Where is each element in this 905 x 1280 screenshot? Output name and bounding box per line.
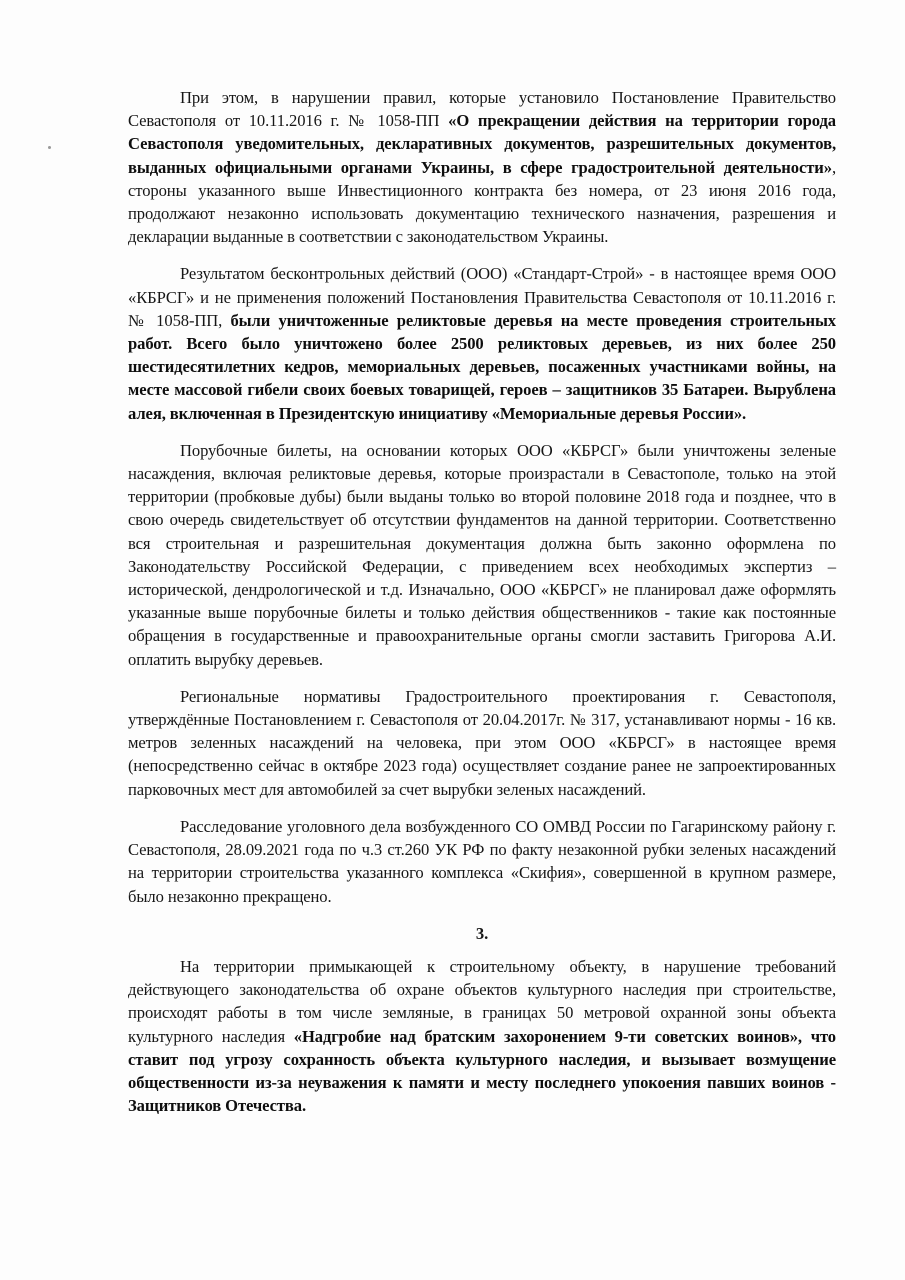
paragraph-2-seg-2: были уничтоженные реликтовые деревья на месте проведения строительных работ. Всего было уничтожено более 2500 реликтовых деревьев, из них более 250 шестидесятилетних кедров, мемориальных деревьев, посаженных участниками войны, на месте массовой гибели своих боевых товарищей, героев – защитников 35 Батареи. Вырублена алея, включенная в Президентскую инициативу «Мемориальные деревья России». xyxy=(128,310,837,423)
paragraph-4 xyxy=(128,685,836,801)
paragraph-5 xyxy=(128,815,836,908)
paragraph-3-seg-1: Порубочные билеты, на основании которых ООО «КБРСГ» были уничтожены зеленые насаждения, включая реликтовые деревья, которые произрастали в Севастополе, только на этой территории (пробковые дубы) были выданы только во второй половине 2018 года и позднее, что в свою очередь свидетельствует об отсутствии фундаментов на данной территории. Соответственно вся строительная и разрешительная документация должна быть законно оформлена по Законодательству Российской Федерации, с приведением всех необходимых экспертиз – исторической, дендрологической и т.д. Изначально, ООО «КБРСГ» не планировал даже оформлять указанные выше порубочные билеты и только действия общественников - такие как постоянные обращения в государственные и правоохранительные органы смогли заставить Григорова А.И. оплатить вырубку деревьев. xyxy=(128,440,836,669)
paragraph-1-seg-3: , стороны указанного выше Инвестиционного контракта без номера, от 23 июня 2016 года, продолжают незаконно использовать документацию технического назначения, разрешения и декларации выданные в соответствии с законодательством Украины. xyxy=(128,157,836,247)
paragraph-1-seg-2: «О прекращении действия на территории города Севастополя уведомительных, декларативных документов, разрешительных документов, выданных официальными органами Украины, в сфере градостроительной деятельности» xyxy=(128,111,837,177)
document-body xyxy=(128,86,836,1131)
scan-speck xyxy=(48,146,51,149)
section-paragraph-seg-2: «Надгробие над братским захоронением 9-ти советских воинов», что ставит под угрозу сохранность объекта культурного наследия, и вызывает возмущение общественности из-за неуважения к памяти и месту последнего упокоения павших воинов - Защитников Отечества. xyxy=(128,1026,836,1116)
paragraph-4-seg-1: Региональные нормативы Градостроительного проектирования г. Севастополя, утверждённые Постановлением г. Севастополя от 20.04.2017г. № 317, устанавливают нормы - 16 кв. метров зеленных насаждений на человека, при этом ООО «КБРСГ» в настоящее время (непосредственно сейчас в октябре 2023 года) осуществляет создание ранее не запроектированных парковочных мест для автомобилей за счет вырубки зеленых насаждений. xyxy=(128,686,836,799)
section-paragraph-seg-1: На территории примыкающей к строительному объекту, в нарушение требований действующего законодательства об охране объектов культурного наследия при строительстве, происходят работы в том числе земляные, в границах 50 метровой охранной зоны объекта культурного наследия xyxy=(128,956,836,1046)
paragraph-5-seg-1: Расследование уголовного дела возбужденного СО ОМВД России по Гагаринскому району г. Севастополя, 28.09.2021 года по ч.3 ст.260 УК РФ по факту незаконной рубки зеленых насаждений на территории строительства указанного комплекса «Скифия», совершенной в крупном размере, было незаконно прекращено. xyxy=(128,816,836,906)
paragraph-3 xyxy=(128,439,836,671)
paragraph-2 xyxy=(128,262,836,424)
section-number: 3. xyxy=(475,923,489,943)
paragraph-1-seg-1: При этом, в нарушении правил, которые установило Постановление Правительство Севастополя от 10.11.2016 г. № 1058-ПП xyxy=(128,88,836,131)
section-paragraph xyxy=(128,955,836,1117)
paragraph-2-seg-1: Результатом бесконтрольных действий (ООО) «Стандарт-Строй» - в настоящее время ООО «КБРСГ» и не применения положений Постановления Правительства Севастополя от 10.11.2016 г. № 1058-ПП, xyxy=(128,264,836,330)
paragraph-1 xyxy=(128,86,836,248)
